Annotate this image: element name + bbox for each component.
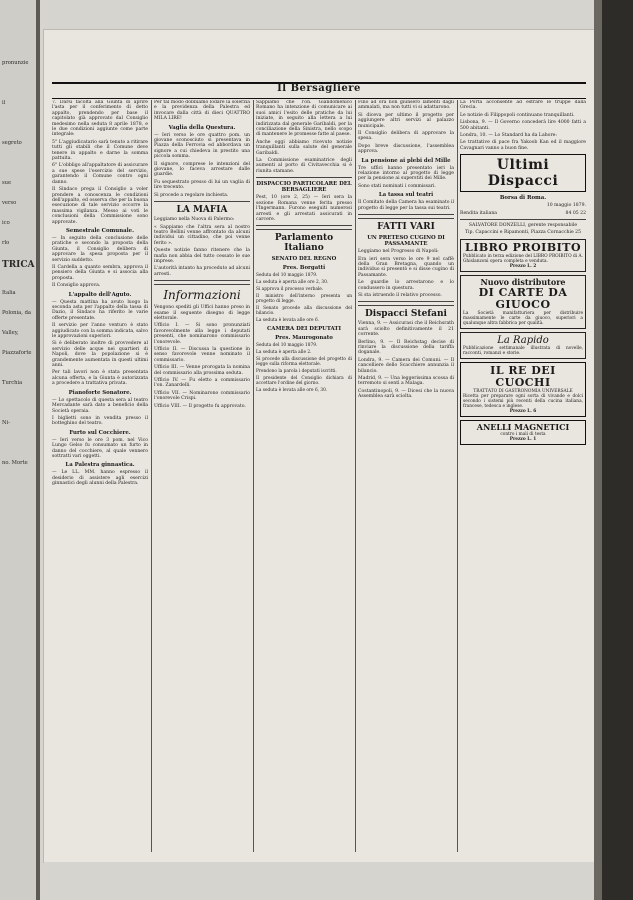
paragraph: Berlino, 9. — Il Reichstag decise di rinviare la discussione della tariffa doganale. [358,339,454,356]
column-2 [154,100,250,852]
newspaper-page [44,30,594,862]
paragraph: Ufficio I. — Si sono pronunziati favorevolmente alla legge i deputati presenti, che nominarono commissario l'onorevole. [154,323,250,345]
paragraph: La seduta è aperta alle 2. [256,350,312,356]
paragraph: Il Senato procede alla discussione del bilancio. [256,306,352,317]
paragraph: — Ieri verso le ore 3 pom. nel Vico Lungo Gelso fu consumato un furto in danno del cocchiere, al quale vennero sottratti vari oggetti. [52,437,148,459]
ad-title: DI CARTE DA GIUOCO [478,285,568,311]
paragraph: Le notizie di Filippopoli continuano tranquillanti. [460,112,575,118]
column-3 [256,100,352,852]
fragment-heading: TRICA [2,260,35,270]
ad-title: IL RE DEI CUOCHI [490,363,556,389]
ad-la-rapido [460,332,586,359]
fragment-text: Valley, [2,330,19,336]
section-heading: Furto sul Cocchiere. [69,429,131,436]
paragraph: Ufficio VIII. — Il progetto fu approvato. [154,403,246,409]
ad-label: Nuovo distributore [480,276,566,287]
paragraph: Dopo breve discussione, l'assemblea approva. [358,143,454,155]
section-heading: UN PRETESO CUGINO DI PASSAMANTE [367,235,445,248]
ad-title: ANELLI MAGNETICI [476,421,570,432]
masthead-title: Il Bersagliere [277,83,361,94]
paragraph: Seduta del 10 maggio 1879. [256,273,318,279]
column-1 [52,100,148,852]
paragraph: Il servizio per l'anno venturo è stato aggiudicato con la somma indicata, salvo le approvazioni superiori. [52,323,148,340]
paragraph: Ufficio IV. — Fu eletto a commissario l'on. Zanardelli. [154,378,250,389]
paragraph: Vengono spediti gli Uffici hanno preso in esame il seguente disegno di legge elettorale. [154,305,250,321]
ad-text: Pubblicazione settimanale illustrata di novelle, racconti, romanzi e storie. [463,345,583,356]
fragment-text: pronunzie [2,60,29,66]
binding-edge [594,0,633,900]
paragraph: La seduta è levata alle ore 6, 30. [256,388,328,394]
paragraph: Il signore, comprese le intenzioni del giovane, lo faceva arrestare dalle guardie. [154,161,250,178]
paragraph: Anche oggi abbiamo ricevuto notizie tranquillanti sulla salute del generale Garibaldi. [256,139,352,156]
paragraph: Ufficio VII. — Nominarono commissario l'onorevole Crispi. [154,390,250,402]
paragraph: Le guardie lo arrestarono e lo condussero in questura. [358,280,454,291]
ad-text: Pubblicato in terza edizione del LIBRO PROIBITO di A. Ghislanzoni opera completa e venduta. [463,253,583,264]
section-heading: Pianoforte Sonatore. [68,389,132,396]
paragraph: — In seguito della conclusione delle pratiche e secondo la proposta della Giunta, il Consiglio delibera di approvare la spesa proposta per il servizio suddetto. [52,235,148,263]
ad-carte-da-giuoco [460,275,586,329]
paragraph: Ufficio II. — Discussa la questione in senso favorevole venne nominato il commissario. [154,347,250,363]
box-title: Ultimi Dispacci [487,157,559,190]
section-heading: Semestrale Comunale. [66,227,134,234]
subheading: CAMERA DEI DEPUTATI [267,326,341,333]
scan-margin [44,862,594,900]
fragment-text: no. Morte [2,460,28,466]
paragraph: La seduta è aperta alle ore 2, 30. [256,280,329,286]
paragraph: Sappiamo che l'on. Giandomenico Romano ha intenzione di comunicare ai suoi amici l'esito delle pratiche da lui iniziate, in seguito alla lettera a lui indirizzata dal generale Garibaldi, per la conciliazione della Sinistra, nello scopo di mantenere le promesse fatte al paese. [256,100,352,138]
subheading: Pres. Borgatti [282,265,326,272]
paragraph: Queste notizie fanno ritenere che la mafia non abbia del tutto cessato le sue imprese. [154,248,250,264]
paragraph: Il ministro dell'interno presenta un progetto di legge. [256,294,352,305]
column-divider [151,100,152,852]
ad-price: Prezzo L. 2 [509,263,537,269]
paragraph: Fu sequestrato presso di lui un vaglia di lire trecento. [154,179,250,191]
divider [358,214,454,219]
paragraph: 6° L'obbligo all'appaltatore di assicurare a sue spese l'esercizio del servizio, garantendo il Comune contro ogni danno. [52,163,148,185]
paragraph: Ufficio III. — Venne prorogata la nomina del commissario alla prossima seduta. [154,365,250,376]
fragment-text: Ni- [2,420,10,426]
paragraph: Il Comitato della Camera ha esaminato il progetto di legge per la tassa sui teatri. [358,200,454,211]
section-title: Parlamento Italiano [274,233,334,254]
section-heading: La Palestra ginnastica. [65,462,135,469]
masthead-bar [52,82,586,99]
section-heading: Borsa di Roma. [499,195,547,202]
paragraph: Vienna, 9. — Assicurasi che il Reichsrath sarà sciolto definitivamente il 21 corrente. [358,321,454,338]
paragraph: Il presidente del Consiglio dichiara di accettare l'ordine del giorno. [256,376,352,387]
paragraph: L'autorità intanto ha proceduto ad alcuni arresti. [154,266,250,277]
paragraph: Leggiamo nel Progresso di Napoli: [358,249,439,255]
paragraph: Era ieri sera verso le ore 9 nel caffè della Gran Bretagna, quando un individuo si presentò e si disse cugino di Passamante. [358,256,454,278]
fragment-text: Italia [2,290,16,296]
section-heading: L'appalto dell'Aguto. [68,291,132,298]
paragraph: Per tal modo dobbiamo lodare la solerzia e la previdenza della Palestra ed invocare dalla città di dieci QUATTRO MILA LIRE! [154,100,250,122]
paragraph: 7. Darsi facoltà alla Giunta di aprire l'asta per il conferimento di detto appalto, prendendo per base il capitolato già approvato dal Consiglio medesimo nella seduta 8 aprile 1878, e le due condizioni aggiunte come parte integrale: [52,100,148,138]
column-4 [358,100,454,852]
paragraph: — Lo spettacolo di questa sera al teatro Mercadante sarà dato a beneficio della Società operaia. [52,397,148,414]
paragraph: — Le LL. MM. hanno espresso il desiderio di assistere agli esercizi ginnastici degli alunni della Palestra. [52,470,148,487]
ad-libro-proibito [460,239,586,272]
paragraph: Si è deliberato inoltre di provvedere al servizio delle acque nei quartieri di Napoli, dove la popolazione si è grandemente aumentata in questi ultimi anni. [52,341,148,369]
paragraph: Il Cardella a quanto sembra, approva il pensiero della Giunta e si associa alla proposta. [52,264,148,281]
divider [358,301,454,306]
paragraph: Tre uffici hanno presentato ieri la relazione intorno al progetto di legge per la pensione ai superstiti dei Mille. [358,165,454,182]
paragraph: Londra, 10. — Lo Standard ha da Lahore: [460,133,557,139]
borsa-row-value-1: 84 05 [565,210,579,216]
paragraph: Le trattative di pace fra Yakoob Kan ed il maggiore Cavagnari vanno a buon fine. [460,140,586,151]
paragraph: La Commissione esaminatrice degli aumenti al porto di Civitavecchia si è riunita stamane. [256,158,352,174]
paragraph: Il Consiglio approva. [52,283,101,289]
ad-re-dei-cuochi [460,362,586,417]
section-heading: La tassa sul teatri [378,192,434,199]
column-divider [253,100,254,852]
divider [460,219,586,220]
paragraph: Costantinopoli, 9. — Dicesi che la nuova Assemblea sarà sciolta. [358,388,454,400]
section-heading: La pensione ai plebi del Mille [361,157,451,164]
paragraph: I biglietti sono in vendita presso il botteghino del teatro. [52,415,148,427]
ad-price: Prezzo L. 1 [509,436,537,442]
paragraph: Fino ad ora non giunsero lamenti dagli ammalati, ma non tutti vi si adattarono. [358,100,454,111]
fragment-text: Piazzaforte [2,350,32,356]
paragraph: Pest, 10 (ore 2, 25) — Ieri sera la sezione Romana venne ferita presso l'Ingermann. Furono eseguiti numerosi arresti e gli arrestati assicurati in carcere. [256,195,352,222]
column-5 [460,100,586,852]
section-title: Informazioni [163,288,241,303]
binding-edge-highlight [594,0,602,900]
fragment-text: sue [2,180,12,186]
previous-page-edge [0,0,40,900]
paragraph: La seduta è levata alle ore 6. [256,318,320,324]
paragraph: Sono stati nominati i commissari. [358,183,436,189]
paragraph: « Sappiamo che l'altra sera al nostro teatro Bellini venne affrontato da alcuni individui un cittadino, che poi venne ferito ». [154,224,250,246]
paragraph: Si procede a regolare inchiesta. [154,192,229,198]
paragraph: — Ieri verso le ore quattro pom. un giovane sconosciuto si presentava in Piazza della Ferrovia ed abbordava un signore a cui chiedeva in prestito una piccola somma. [154,132,250,160]
paragraph: — Questa mattina ha avuto luogo la seconda asta per l'appalto della tassa di Dazio, il Sindaco ha riferito le varie offerte presentate. [52,299,148,321]
section-title: FATTI VARI [377,222,435,233]
section-heading: LA MAFIA [176,205,228,216]
section-heading: DISPACCIO PARTICOLARE DEL BERSAGLIERE [256,181,352,194]
borsa-row-value-2: 22 [580,210,586,216]
paragraph: Il Sindaco prega il Consiglio a voler prendere a conoscenza le condizioni dell'appalto, ed osserva che per la buona esecuzione di tale servizio occorre la massima vigilanza. Messo ai voti le conclusioni della Commissione sono approvate. [52,187,148,225]
fragment-text: rlo [2,240,10,246]
column-divider [457,100,458,852]
ad-title: LIBRO PROIBITO [464,240,582,254]
fragment-text: segreto [2,140,22,146]
borsa-row-value [566,211,586,216]
fragment-text: ico [2,220,10,226]
ad-title: La Rapido [497,334,549,346]
signature: SALVATORE DONZELLI, gerente responsabile [468,223,578,229]
subheading: Pres. Maurogonato [275,335,333,342]
section-title: Dispacci Stefani [365,309,447,320]
divider [154,280,250,285]
ad-price: Prezzo L. 6 [509,408,537,414]
ad-text: La Società manifatturiera per distribuire massimamente le carte da giuoco, superiori a qualunque altra fabbrica per qualità. [463,310,583,326]
paragraph: Si approva il processo verbale. [256,287,324,293]
paragraph: Leggiamo nella Nuova di Palermo: [154,217,235,223]
ad-anelli-magnetici [460,420,586,445]
paragraph: La Porta acconsente ad estrare le truppe dalla Grecia. [460,100,586,111]
borsa-row-label: Rendita italiana [460,210,498,216]
subheading: SENATO DEL REGNO [271,256,337,263]
section-heading: Vaglia della Questura. [168,124,236,131]
paragraph: Per tali lavori non è stata presentata alcuna offerta, e la Giunta è autorizzata a procedere a trattativa privata. [52,370,148,387]
paragraph: Seduta del 10 maggio 1879. [256,343,318,349]
paragraph: Si procede alla discussione del progetto di legge sulla riforma elettorale. [256,357,352,368]
divider [154,201,250,202]
fragment-text: verso [2,200,17,206]
divider [256,177,352,178]
paragraph: Lisbona, 9. — Il Governo concederà lire 4000 fatti a 500 abitanti. [460,120,586,131]
paragraph: 5° L'aggiudicatario sarà tenuto a ritirare tutti gli stabili che il Comune deve tenere in appalto e darne la somma pattuita. [52,139,148,162]
fragment-text: Turchia [2,380,23,386]
ad-subtitle: contro i mali di testa [500,431,546,437]
borsa-date: 10 maggio 1879. [546,203,586,209]
divider [256,225,352,230]
column-divider [355,100,356,852]
paragraph: Il Consiglio delibera di approvare la spesa. [358,131,454,142]
ad-subtitle: TRATTATO DI GASTRONOMIA UNIVERSALE [473,388,573,394]
ad-text: Ricetta per preparare ogni sorta di vivande e dolci secondo i sistemi più recenti della cucina italiana, francese, tedesca e inglese. [463,393,583,409]
printer-line: Tip. Capaccini e Ripamonti, Piazza Cornacchie 25 [464,230,582,236]
paragraph: Madrid, 9. — Una leggerissima scossa di terremoto si sentì a Malaga. [358,376,454,387]
latest-dispatches-box [460,154,586,192]
paragraph: Si diceva per ultimo il progetto per aggiungere altri servizi al palazzo municipale. [358,112,454,129]
fragment-text: il [2,100,6,106]
borsa-row [460,211,586,216]
binding-gutter [36,0,40,900]
paragraph: Prendono la parola i deputati iscritti. [256,369,337,375]
paragraph: Si sta istruendo il relativo processo. [358,292,442,298]
fragment-text: Polonia, da [2,310,31,316]
paragraph: Londra, 9. — Camera dei Comuni. — Il cancelliere dello Scacchiere annunzia il bilancio. [358,357,454,374]
